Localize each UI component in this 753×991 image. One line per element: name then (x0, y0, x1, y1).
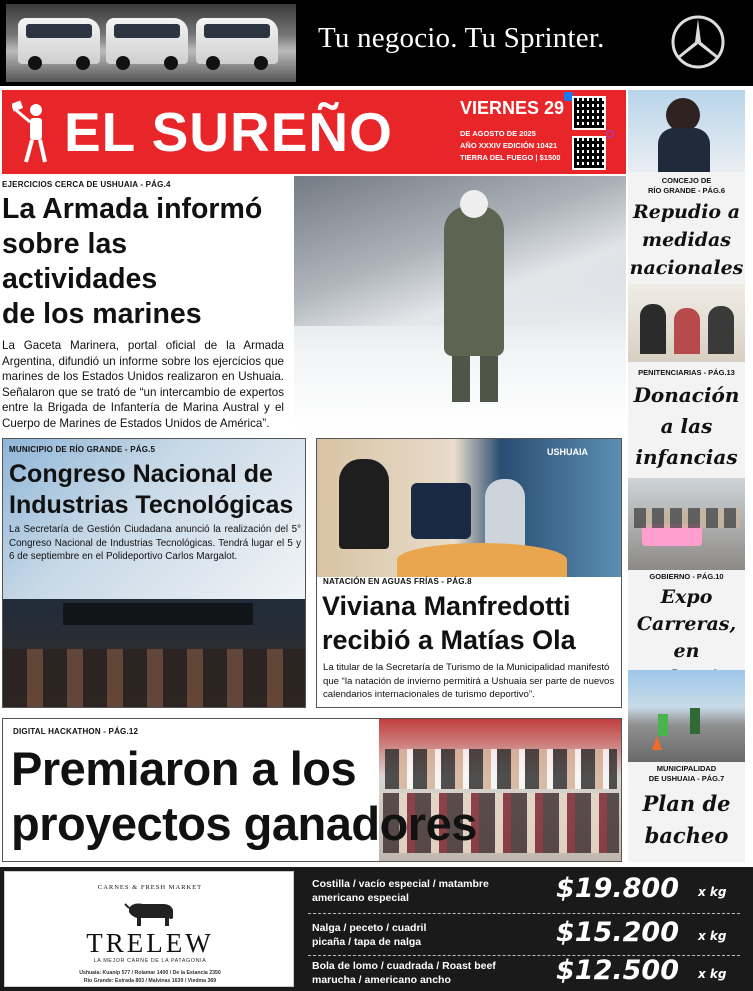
helmet (460, 190, 488, 218)
address-ushuaia: Ushuaia: Kuanip 577 / Rolamar 1400 / De la Estancia 2350 (79, 970, 221, 976)
address-rio-grande: Río Grande: Estrada 803 / Malvinas 1639 / Viedma 369 (83, 978, 217, 984)
vans-photo (6, 4, 296, 82)
ad-slogan: Tu negocio. Tu Sprinter. (318, 22, 605, 54)
bacheo-photo[interactable] (628, 670, 745, 762)
viviana-photo (317, 439, 622, 577)
edition-day: VIERNES 29 (460, 98, 565, 118)
viviana-headline[interactable]: Viviana Manfredotti recibió a Matías Ola (322, 591, 576, 655)
sidebar-kicker: MUNICIPALIDAD DE USHUAIA - PÁG.7 (648, 764, 725, 783)
newspaper-title: EL SUREÑO (64, 101, 393, 163)
bottom-advertisement[interactable] (0, 867, 753, 991)
brand-name: TRELEW (86, 928, 214, 958)
sidebar-headline[interactable]: Plan de bacheo (642, 791, 731, 848)
price-description: Costilla / vacío especial / matambre americano especial (312, 878, 489, 904)
concejo-photo[interactable] (628, 90, 745, 172)
sidebar-headline[interactable]: Repudio a medidas nacionales (629, 201, 744, 279)
hackathon-article[interactable] (2, 718, 622, 862)
price-unit: x kg (698, 929, 727, 943)
sidebar (628, 90, 745, 862)
edition-info: DE AGOSTO DE 2025 AÑO XXXIV EDICIÓN 10421 TIERRA DEL FUEGO | $1500 (460, 129, 561, 162)
sidebar-kicker: CONCEJO DE RÍO GRANDE - PÁG.6 (647, 176, 726, 195)
poster-label: USHUAIA (547, 447, 589, 457)
newspaper-boy-icon (12, 100, 54, 164)
donacion-photo[interactable] (628, 284, 745, 362)
price-description: Bola de lomo / cuadrada / Roast beef marucha / americano ancho (312, 960, 496, 986)
congreso-article[interactable] (2, 438, 306, 708)
brand-tagline: LA MEJOR CARNE DE LA PATAGONIA (93, 958, 207, 964)
viviana-article[interactable] (316, 438, 622, 708)
trelew-logo-panel (4, 871, 294, 987)
cow-icon (123, 898, 177, 928)
congreso-kicker: MUNICIPIO DE RÍO GRANDE - PÁG.5 (9, 445, 156, 454)
sidebar-headline[interactable]: Donación a las infancias (633, 383, 740, 469)
sidebar-kicker: PENITENCIARIAS - PÁG.13 (638, 368, 735, 377)
lead-body: La Gaceta Marinera, portal oficial de la Armada Argentina, difundió un informe sobre los ejercicios que marines de los Estados Unidos realizaron en Ushuaia. Señalaron que se trató de “un intercambio de expertos entre la Brigada de Infantería de Marina Austral y el Cuerpo de Marines de Estados Unidos de América”. (2, 339, 284, 430)
mercedes-star-icon (670, 14, 726, 70)
price-amount: $19.800 (556, 873, 679, 904)
lead-headline[interactable]: La Armada informó sobre las actividades de los marines (2, 193, 263, 330)
instagram-icon[interactable] (606, 130, 614, 138)
expo-photo[interactable] (628, 478, 745, 570)
brand-top: CARNES & FRESH MARKET (97, 884, 203, 891)
lead-kicker: EJERCICIOS CERCA DE USHUAIA - PÁG.4 (2, 180, 171, 189)
price-amount: $12.500 (556, 955, 679, 986)
van-image (196, 18, 278, 64)
price-row (308, 953, 748, 991)
lead-article[interactable] (2, 180, 288, 431)
marine-figure (444, 206, 504, 356)
price-row (308, 871, 748, 911)
sidebar-kicker: GOBIERNO - PÁG.10 (649, 572, 724, 581)
sidebar-headline[interactable]: Expo Carreras, en (636, 586, 737, 662)
hackathon-headline[interactable]: Premiaron a los proyectos ganadores (11, 742, 477, 850)
congreso-body: La Secretaría de Gestión Ciudadana anunció la realización del 5° Congreso Nacional de Industrias Tecnológicas. Tendrá lugar el 5 y 6 de septiembre en el Polideportivo Carlos Margalot. (9, 524, 301, 562)
congreso-audience-photo (3, 599, 305, 708)
price-unit: x kg (698, 885, 727, 899)
qr-code-icon[interactable] (572, 96, 606, 130)
viviana-body: La titular de la Secretaría de Turismo de la Municipalidad manifestó que “la natación de invierno permitirá a Ushuaia ser parte de nuevos calendarios internacionales de turismo deportivo”. (323, 662, 615, 700)
marine-climbing-photo[interactable] (294, 176, 626, 428)
qr-code-icon[interactable] (572, 136, 606, 170)
congreso-headline[interactable]: Congreso Nacional de Industrias Tecnológicas (9, 460, 294, 519)
hackathon-kicker: DIGITAL HACKATHON - PÁG.12 (13, 727, 139, 736)
van-image (106, 18, 188, 64)
masthead (2, 90, 626, 174)
top-advertisement[interactable] (0, 0, 753, 86)
price-row (308, 915, 748, 955)
price-divider (308, 913, 740, 914)
price-unit: x kg (698, 967, 727, 981)
viviana-kicker: NATACIÓN EN AGUAS FRÍAS - PÁG.8 (323, 577, 472, 586)
price-description: Nalga / peceto / cuadril picaña / tapa de nalga (312, 922, 427, 948)
van-image (18, 18, 100, 64)
price-amount: $15.200 (556, 917, 679, 948)
